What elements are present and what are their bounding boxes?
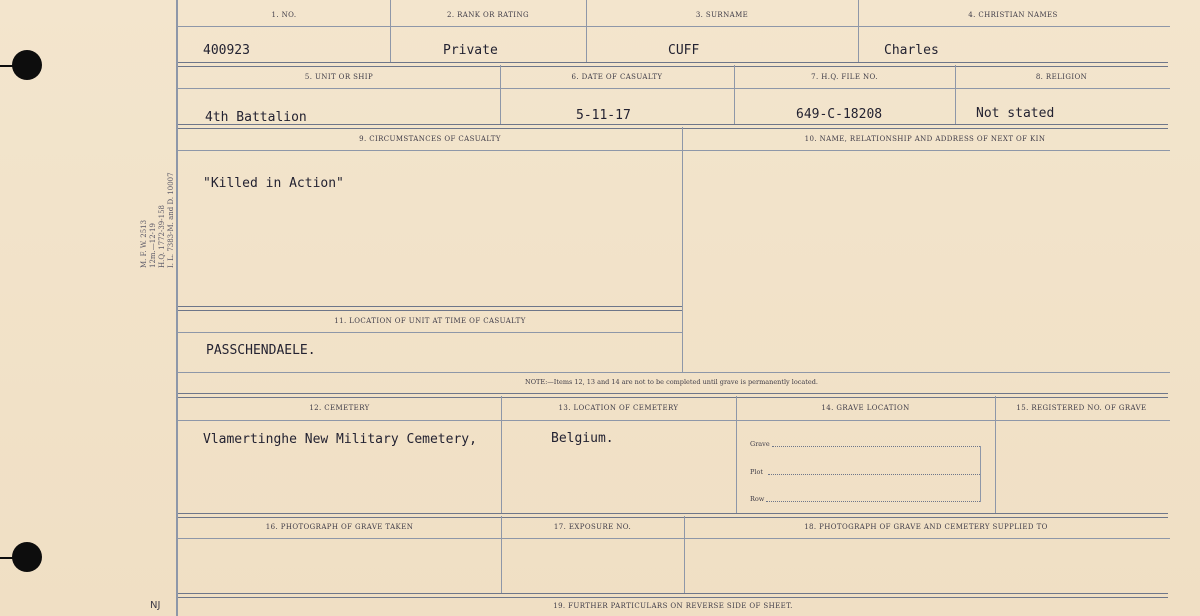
- header-location-of-cemetery: 13. LOCATION OF CEMETERY: [558, 404, 679, 412]
- form-code-line: 12m.—12-19: [149, 223, 157, 268]
- divider: [682, 127, 683, 372]
- divider: [390, 0, 391, 62]
- double-rule: [178, 306, 682, 311]
- cemetery-value: Vlamertinghe New Military Cemetery,: [203, 432, 477, 447]
- header-circumstances: 9. CIRCUMSTANCES OF CASUALTY: [359, 135, 501, 143]
- header-religion: 8. RELIGION: [1035, 73, 1088, 81]
- double-rule: [178, 393, 1168, 398]
- header-unit: 5. UNIT OR SHIP: [304, 73, 374, 81]
- rank-value: Private: [443, 43, 498, 58]
- form-print-code: [140, 172, 176, 268]
- christian-names-value: Charles: [884, 43, 939, 58]
- note-text: NOTE:—Items 12, 13 and 14 are not to be completed until grave is permanently located.: [525, 378, 818, 386]
- rule: [178, 332, 682, 333]
- rule: [178, 372, 1170, 373]
- header-photograph-taken: 16. PHOTOGRAPH OF GRAVE TAKEN: [265, 523, 414, 531]
- header-registered-number: 15. REGISTERED NO. OF GRAVE: [1016, 404, 1147, 412]
- grave-dotted-line: [772, 446, 980, 447]
- form-code-line: I. L. 7383-M. and D. 10007: [167, 172, 175, 268]
- double-rule: [178, 124, 1168, 129]
- service-number: 400923: [203, 43, 250, 58]
- header-photograph-supplied: 18. PHOTOGRAPH OF GRAVE AND CEMETERY SUPPLIED TO: [804, 523, 1048, 531]
- corner-mark: NJ: [150, 600, 161, 611]
- plot-dotted-line: [768, 474, 980, 475]
- plot-label: Plot: [750, 468, 763, 476]
- surname-value: CUFF: [668, 43, 700, 58]
- divider: [980, 446, 981, 502]
- rule: [178, 420, 1170, 421]
- divider: [736, 396, 737, 513]
- form-code-line: M. F. W. 2513: [140, 219, 148, 268]
- rule: [178, 26, 1170, 27]
- header-christian-names: 4. CHRISTIAN NAMES: [968, 11, 1058, 19]
- header-cemetery: 12. CEMETERY: [309, 404, 370, 412]
- religion-value: Not stated: [976, 106, 1055, 121]
- divider: [995, 396, 996, 513]
- header-next-of-kin: 10. NAME, RELATIONSHIP AND ADDRESS OF NEXT OF KIN: [804, 135, 1046, 143]
- punch-hole-top-tab: [0, 65, 20, 67]
- form-code-line: H.Q. 1772-39-158: [158, 205, 166, 268]
- punch-hole-bottom-tab: [0, 557, 20, 559]
- double-rule: [178, 513, 1168, 518]
- unit-value: 4th Battalion: [205, 110, 307, 125]
- cemetery-location-value: Belgium.: [551, 431, 614, 446]
- location-of-unit-value: PASSCHENDAELE.: [206, 343, 316, 358]
- date-of-casualty-value: 5-11-17: [576, 108, 631, 123]
- header-date-of-casualty: 6. DATE OF CASUALTY: [571, 73, 663, 81]
- divider: [501, 396, 502, 513]
- header-exposure-number: 17. EXPOSURE NO.: [553, 523, 632, 531]
- header-number: 1. NO.: [271, 11, 297, 19]
- row-label: Row: [750, 495, 765, 503]
- divider: [858, 0, 859, 62]
- header-file-number: 7. H.Q. FILE NO.: [811, 73, 878, 81]
- circumstances-value: "Killed in Action": [203, 176, 344, 191]
- header-location-of-unit: 11. LOCATION OF UNIT AT TIME OF CASUALTY: [334, 317, 526, 325]
- double-rule: [178, 593, 1168, 598]
- double-rule: [178, 62, 1168, 67]
- rule: [178, 88, 1170, 89]
- divider: [586, 0, 587, 62]
- header-surname: 3. SURNAME: [695, 11, 749, 19]
- footer-text: 19. FURTHER PARTICULARS ON REVERSE SIDE OF SHEET.: [553, 602, 793, 610]
- rule: [178, 538, 1170, 539]
- header-grave-location: 14. GRAVE LOCATION: [821, 404, 910, 412]
- grave-label: Grave: [750, 440, 770, 448]
- header-rank: 2. RANK OR RATING: [447, 11, 529, 19]
- rule: [178, 150, 1170, 151]
- row-dotted-line: [766, 501, 980, 502]
- file-number-value: 649-C-18208: [796, 107, 883, 122]
